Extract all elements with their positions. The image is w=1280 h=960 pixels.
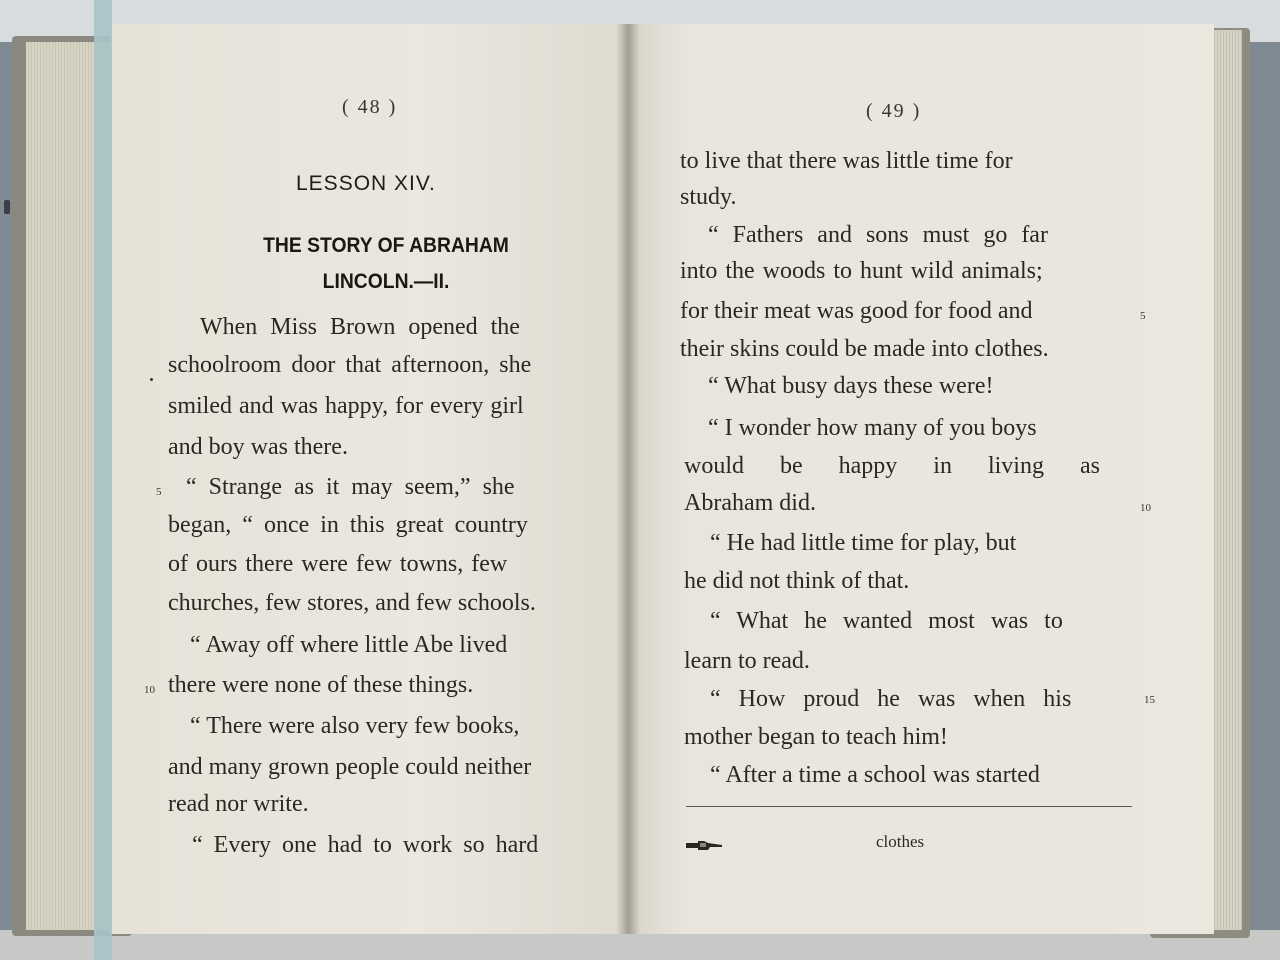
left-line-7: of ours there were few towns, few [168, 551, 508, 577]
right-line-10: Abraham did. [684, 490, 816, 516]
left-line-11: “ There were also very few books, [190, 713, 520, 739]
right-line-5: for their meat was good for food and [680, 298, 1033, 324]
right-line-13: “ What he wanted most was to [710, 608, 1063, 634]
right-line-14: learn to read. [684, 648, 810, 674]
pointing-hand-icon [684, 838, 724, 859]
right-line-8: “ I wonder how many of you boys [708, 415, 1037, 441]
right-line-7: “ What busy days these were! [708, 373, 994, 399]
left-line-12: and many grown people could neither [168, 754, 532, 780]
right-margin-number-5: 5 [1140, 310, 1146, 322]
story-title-line-1: THE STORY OF ABRAHAM [263, 234, 509, 257]
footnote-rule [686, 806, 1132, 807]
left-line-14: “ Every one had to work so hard [192, 832, 539, 858]
page-edges-right [1212, 30, 1242, 930]
left-line-4: and boy was there. [168, 434, 348, 460]
right-line-11: “ He had little time for play, but [710, 530, 1017, 556]
right-line-1: to live that there was little time for [680, 148, 1013, 174]
clip-mark [4, 200, 10, 214]
left-line-13: read nor write. [168, 791, 309, 817]
left-margin-number-5: 5 [156, 486, 162, 498]
right-page-number: ( 49 ) [866, 100, 922, 122]
left-line-3: smiled and was happy, for every girl [168, 393, 524, 419]
left-line-8: churches, few stores, and few schools. [168, 590, 536, 616]
lesson-title: LESSON XIV. [296, 172, 436, 195]
left-line-5: “ Strange as it may seem,” she [186, 474, 515, 500]
left-page-number: ( 48 ) [342, 96, 398, 118]
right-line-15: “ How proud he was when his [710, 686, 1072, 712]
right-line-12: he did not think of that. [684, 568, 910, 594]
left-line-2: schoolroom door that afternoon, she [168, 352, 532, 378]
left-line-10: there were none of these things. [168, 672, 474, 698]
story-title [248, 228, 524, 300]
left-line-1: When Miss Brown opened the [200, 314, 520, 340]
right-line-16: mother began to teach him! [684, 724, 948, 750]
right-line-17: “ After a time a school was started [710, 762, 1040, 788]
right-margin-number-10: 10 [1140, 502, 1151, 514]
right-line-2: study. [680, 184, 737, 210]
right-margin-number-15: 15 [1144, 694, 1155, 706]
left-line-9: “ Away off where little Abe lived [190, 632, 508, 658]
left-line-6: began, “ once in this great country [168, 512, 528, 538]
bookmark-ribbon [94, 0, 112, 960]
right-line-3: “ Fathers and sons must go far [708, 222, 1048, 248]
book-gutter [616, 24, 640, 934]
ink-speck [150, 378, 153, 381]
left-margin-number-10: 10 [144, 684, 155, 696]
right-line-4: into the woods to hunt wild animals; [680, 258, 1043, 284]
right-line-6: their skins could be made into clothes. [680, 336, 1049, 362]
story-title-line-2: LINCOLN.—II. [322, 270, 450, 293]
footnote-word: clothes [876, 832, 925, 851]
backdrop-bottom [0, 930, 1280, 960]
right-line-9: would be happy in living as [684, 453, 1100, 479]
